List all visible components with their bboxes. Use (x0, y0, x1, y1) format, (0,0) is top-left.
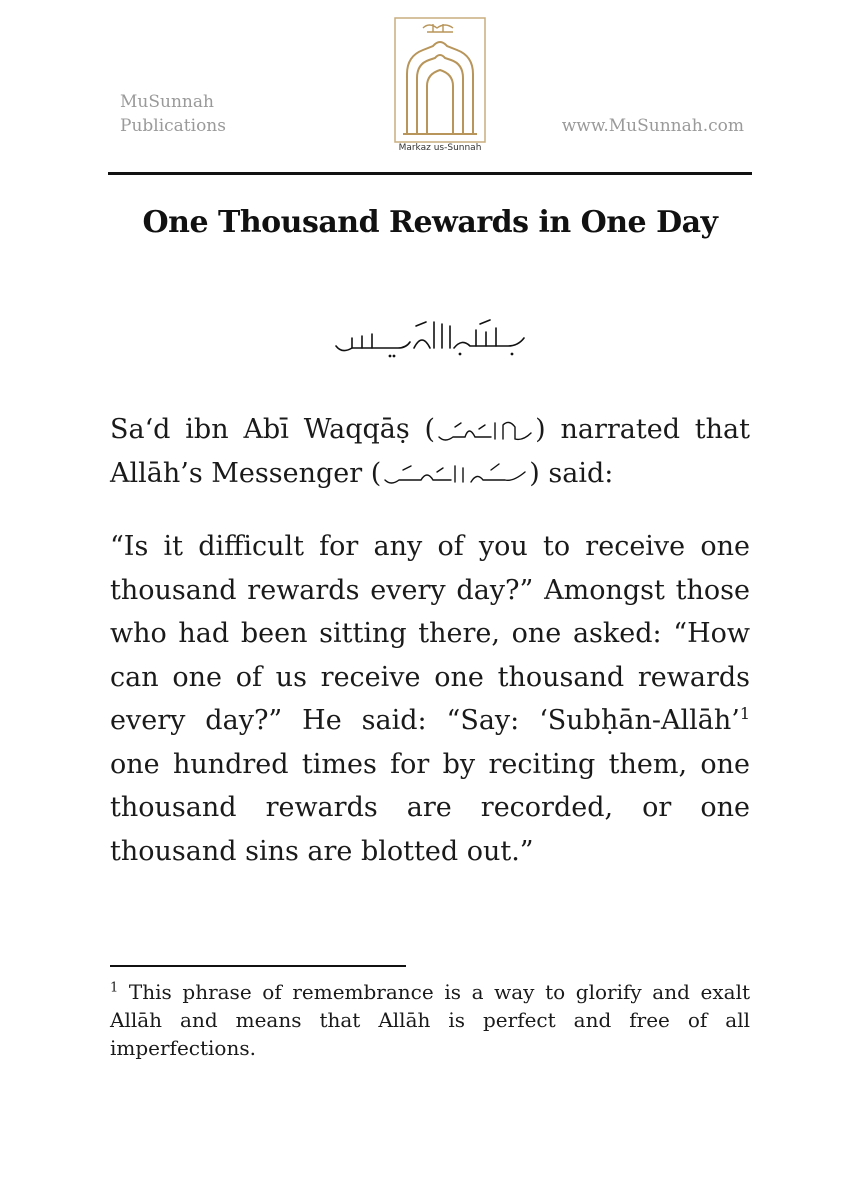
footnote-reference[interactable]: 1 (739, 704, 750, 723)
radiallahu-anhu-glyph (435, 417, 535, 445)
publisher-name (120, 90, 226, 138)
publisher-name-line1: MuSunnah (120, 92, 214, 112)
website-url: www.MuSunnah.com (561, 116, 744, 136)
narration-intro (110, 408, 750, 495)
narration-text-2: ) narrated that Allāh’s Messenger ( (110, 414, 750, 489)
footnote-text: This phrase of remembrance is a way to glorify and exalt Allāh and means that Allāh is perfect and free of all imperfections. (110, 980, 750, 1060)
publisher-name-line2: Publications (120, 116, 226, 136)
hadith-text-end: one hundred times for by reciting them, one thousand rewards are recorded, or one thousand sins are blotted out.” (110, 748, 750, 867)
markaz-logo (393, 16, 487, 164)
narration-text-1: Sa‘d ibn Abī Waqqāṣ ( (110, 414, 436, 445)
sallallahu-alayhi-wasallam-glyph (381, 460, 529, 488)
footnote-divider (110, 965, 406, 967)
footnote-number: 1 (110, 980, 119, 996)
page-title: One Thousand Rewards in One Day (142, 205, 718, 240)
basmala-calligraphy (330, 312, 530, 362)
hadith-text-main: “Is it difficult for any of you to receive one thousand rewards every day?” Amongst those who had been sitting there, one asked: “How can one of us receive one thousand rewards every day?” He said: “Say: ‘Subḥān-Allāh’ (110, 531, 750, 736)
header-divider (108, 172, 752, 175)
footnote (110, 978, 750, 1062)
logo-caption: Markaz us-Sunnah (398, 143, 482, 153)
narration-text-3: ) said: (529, 457, 614, 489)
hadith-quote (110, 525, 750, 873)
